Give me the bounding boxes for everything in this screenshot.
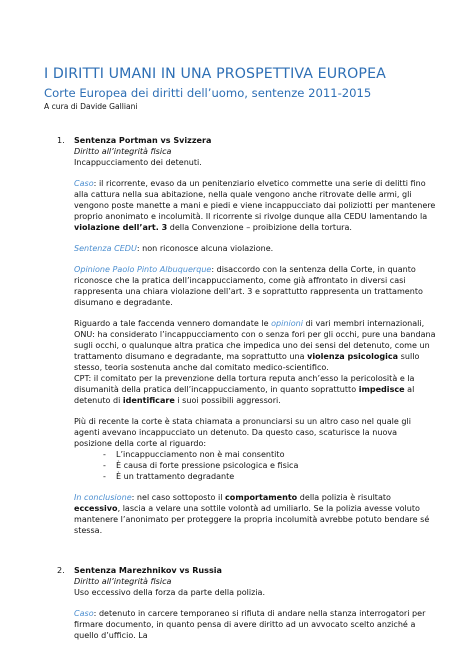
cedu-text: : non riconosce alcuna violazione. (136, 244, 274, 253)
section-number: 1. (57, 136, 65, 145)
label-caso: Caso (74, 609, 94, 618)
cpt-text-mid: al detenuto di (74, 385, 415, 405)
paragraph-caso (74, 178, 436, 233)
conclusione-text: : nel caso sottoposto il (131, 493, 226, 502)
cpt-bold-2: identificare (122, 396, 175, 405)
document-title: I DIRITTI UMANI IN UNA PROSPETTIVA EUROPEA (44, 66, 386, 82)
document-subtitle: Corte Europea dei diritti dell’uomo, sentenze 2011-2015 (44, 86, 372, 100)
section-title: Sentenza Marezhnikov vs Russia (74, 566, 222, 575)
caso-text: : detenuto in carcere temporaneo si rifiuta di andare nella stanza interrogatori per firmare documento, in quanto pensa di avere diritto ad un avvocato scelto anziché a quello d’ufficio. La (74, 609, 426, 640)
caso-text: : il ricorrente, evaso da un penitenziario elvetico commette una serie di delitti fino alla cattura nella sua abitazione, nella quale vengono anche ritrovate delle armi, gli vengono poste manette a mani e piedi e viene incappucciato dai poliziotti per mantenere proprio anonimato e incolumità. Il ricorrente si rivolge dunque alla CEDU lamentando la (74, 179, 436, 221)
section-title: Sentenza Portman vs Svizzera (74, 136, 212, 145)
position-list (74, 449, 436, 482)
section-topic: Incappucciamento dei detenuti. (74, 158, 202, 167)
label-opinione: Opinione Paolo Pinto Albuquerque (74, 265, 212, 274)
list-item: - L’incappucciamento non è mai consentito (103, 449, 436, 460)
section-portman (44, 135, 436, 536)
list-item: - È un trattamento degradante (103, 471, 436, 482)
onu-bold: violenza psicologica (307, 352, 399, 361)
riguardo-text: Riguardo a tale faccenda vennero domandate le (74, 319, 272, 328)
conclusione-text-mid: della polizia è risultato (297, 493, 391, 502)
cpt-text: CPT: il comitato per la prevenzione della tortura reputa anch’esso la pericolosità e la disumanità della pratica dell’incappucciamento, in quanto soprattutto (74, 374, 415, 394)
riguardo-text-end: di vari membri internazionali, (303, 319, 425, 328)
cpt-text-end: i suoi possibili aggressori. (174, 396, 281, 405)
list-item: - È causa di forte pressione psicologica e fisica (103, 460, 436, 471)
section-right: Diritto all’integrità fisica (74, 577, 172, 586)
document-editor: A cura di Davide Galliani (44, 102, 138, 111)
conclusione-bold-1: comportamento (225, 493, 298, 502)
paragraph-cedu (74, 243, 436, 254)
opinione-text: : disaccordo con la sentenza della Corte, in quanto riconosce che la pratica dell’incappucciamento, come già affrontato in diversi casi rappresenta una chiara violazione dell’art. 3 e soprattutto rappresenta un trattamento disumano e degradante. (74, 265, 423, 307)
label-cedu: Sentenza CEDU (74, 244, 137, 253)
paragraph-opinioni (74, 318, 436, 406)
caso-bold: violazione dell’art. 3 (74, 223, 168, 232)
paragraph-recente: Più di recente la corte è stata chiamata a pronunciarsi su un altro caso nel quale gli agenti avevano incappucciato un detenuto. Da questo caso, scaturisce la nuova posizione della corte al riguardo: (74, 417, 411, 448)
label-opinioni: opinioni (271, 319, 303, 328)
label-conclusione: In conclusione (74, 493, 132, 502)
section-topic: Uso eccessivo della forza da parte della polizia. (74, 588, 266, 597)
conclusione-bold-2: eccessivo (74, 504, 118, 513)
section-heading (44, 565, 436, 576)
onu-text: ONU: ha considerato l’incappucciamento con o senza fori per gli occhi, pure una bandana sugli occhi, o qualunque altra pratica che impedica uno dei sensi del detenuto, come un trattamento disumano e degradante, ma soprattutto una (74, 330, 436, 361)
paragraph-opinione (74, 264, 436, 308)
label-caso: Caso (74, 179, 94, 188)
section-number: 2. (57, 566, 65, 575)
paragraph-conclusione (74, 492, 436, 536)
conclusione-text-end: , lascia a velare una sottile volontà ad umiliarlo. Se la polizia avesse voluto mantenere l’anonimato per proteggere la propria incolumità avrebbe potuto bendare sé stessa. (74, 504, 430, 535)
onu-text-end: sullo stesso, teoria sostenuta anche dal comitato medico-scientifico. (74, 352, 420, 372)
section-right: Diritto all’integrità fisica (74, 147, 172, 156)
cpt-bold-1: impedisce (358, 385, 405, 394)
section-heading (44, 135, 436, 146)
section-marezhnikov (44, 565, 436, 641)
paragraph-caso (74, 608, 436, 641)
caso-text-end: della Convenzione – proibizione della tortura. (167, 223, 352, 232)
